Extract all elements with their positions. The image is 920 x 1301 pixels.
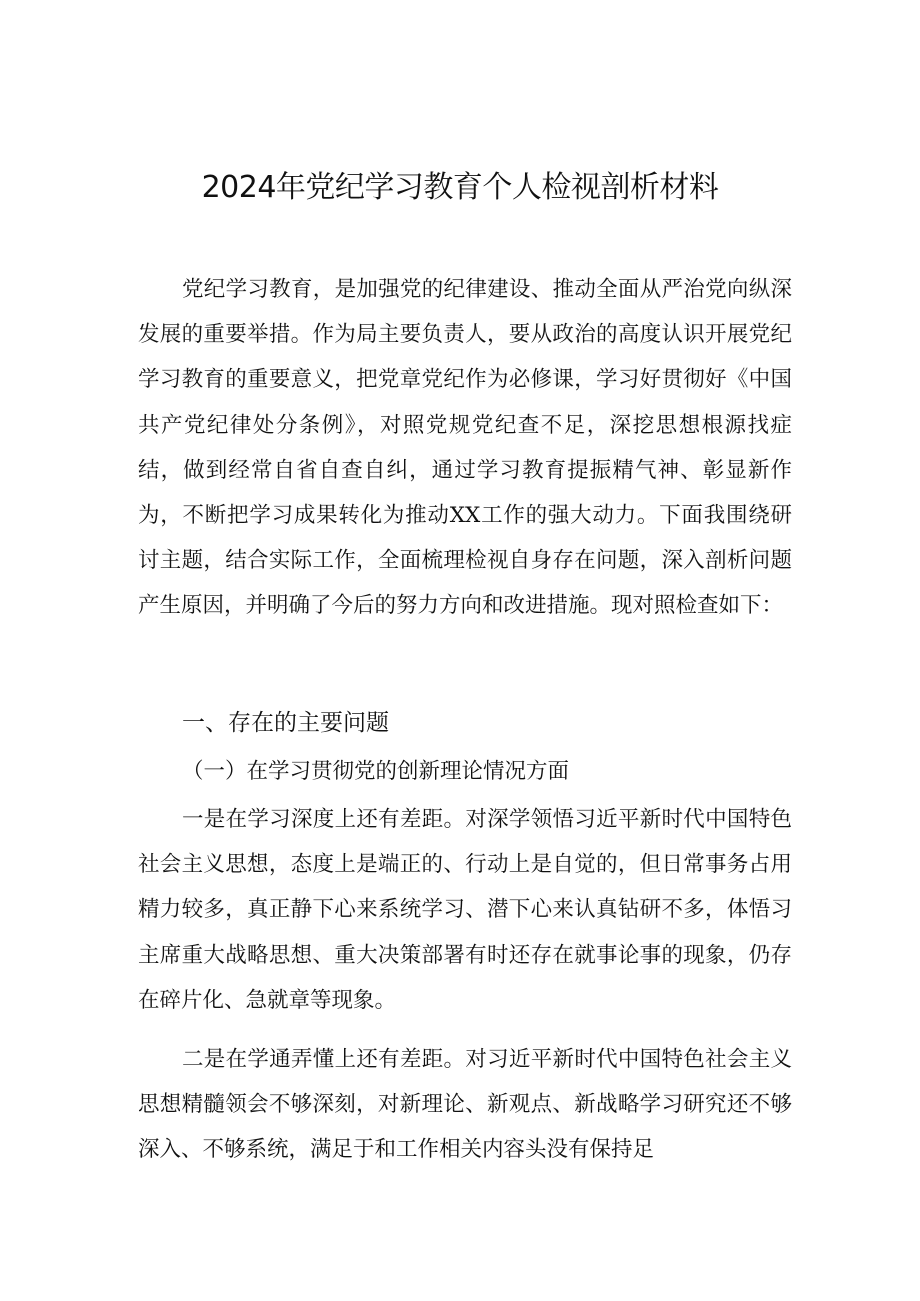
point-two-paragraph: 二是在学通弄懂上还有差距。对习近平新时代中国特色社会主义思想精髓领会不够深刻，对新理论、新观点、新战略学习研究还不够深入、不够系统，满足于和工作相关内容头没有保持足 [138, 1047, 792, 1163]
section-heading: 一、存在的主要问题 [182, 710, 389, 736]
subsection-heading: （一）在学习贯彻党的创新理论情况方面 [182, 759, 570, 784]
point-one-paragraph: 一是在学习深度上还有差距。对深学领悟习近平新时代中国特色社会主义思想，态度上是端正的、行动上是自觉的，但日常事务占用精力较多，真正静下心来系统学习、潜下心来认真钻研不多，体悟习主席重大战略思想、重大决策部署有时还存在就事论事的现象，仍存在碎片化、急就章等现象。 [138, 807, 792, 1013]
intro-paragraph: 党纪学习教育，是加强党的纪律建设、推动全面从严治党向纵深发展的重要举措。作为局主要负责人，要从政治的高度认识开展党纪学习教育的重要意义，把党章党纪作为必修课，学习好贯彻好《中国共产党纪律处分条例》，对照党规党纪查不足，深挖思想根源找症结，做到经常自省自查自纠，通过学习教育提振精气神、彰显新作为，不断把学习成果转化为推动XX工作的强大动力。下面我围绕研讨主题，结合实际工作，全面梳理检视自身存在问题，深入剖析问题产生原因，并明确了今后的努力方向和改进措施。现对照检查如下： [138, 277, 792, 619]
document-title: 2024年党纪学习教育个人检视剖析材料 [201, 170, 719, 205]
